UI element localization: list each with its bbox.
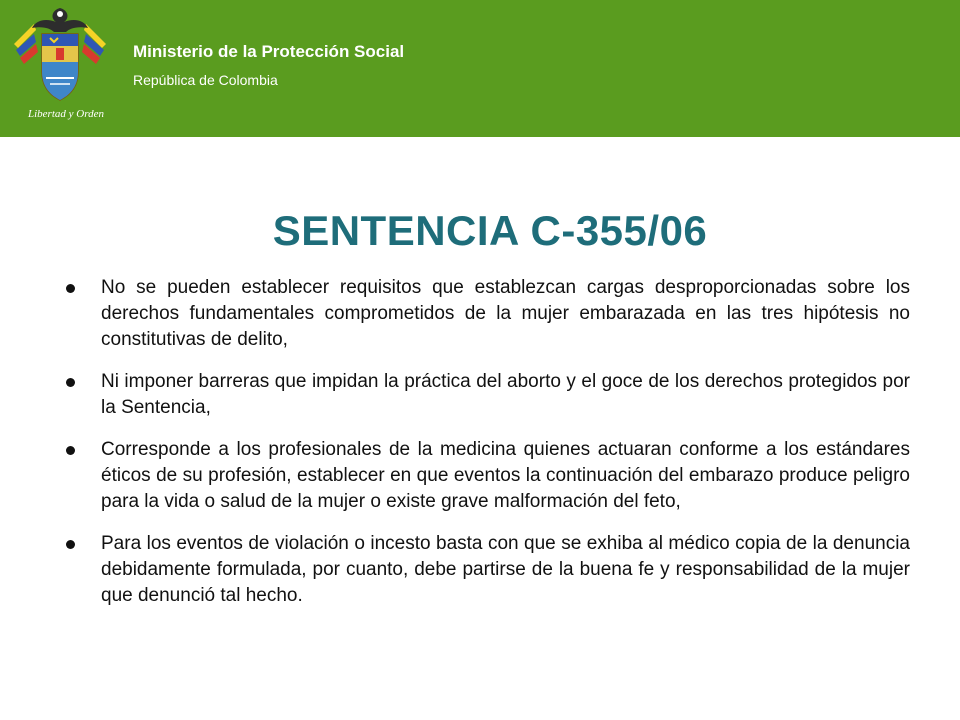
republic-name: República de Colombia	[133, 72, 278, 88]
bullet-icon	[66, 378, 75, 387]
crest-motto: Libertad y Orden	[28, 108, 104, 120]
bullet-item	[60, 531, 910, 609]
bullet-icon	[66, 284, 75, 293]
bullet-icon	[66, 540, 75, 549]
crest-graphic	[6, 4, 114, 108]
bullet-icon	[66, 446, 75, 455]
bullet-text: No se pueden establecer requisitos que establezcan cargas desproporcionadas sobre los derechos fundamentales comprometidos de la mujer embarazada en las tres hipótesis no constitutivas de delito,	[101, 277, 910, 350]
bullet-text: Para los eventos de violación o incesto basta con que se exhiba al médico copia de la denuncia debidamente formulada, por cuanto, debe partirse de la buena fe y responsabilidad de la mujer que denunció tal hecho.	[101, 533, 910, 606]
ministry-name: Ministerio de la Protección Social	[133, 42, 405, 61]
coat-of-arms-icon	[6, 4, 114, 132]
bullet-list	[60, 275, 910, 625]
bullet-item	[60, 369, 910, 421]
header-banner	[0, 0, 960, 137]
slide-title: SENTENCIA C-355/06	[272, 207, 708, 254]
bullet-text: Corresponde a los profesionales de la medicina quienes actuaran conforme a los estándares éticos de su profesión, establecer en que eventos la continuación del embarazo produce peligro para la vida o salud de la mujer o existe grave malformación del feto,	[101, 439, 910, 512]
bullet-text: Ni imponer barreras que impidan la práctica del aborto y el goce de los derechos protegidos por la Sentencia,	[101, 371, 910, 418]
bullet-item	[60, 437, 910, 515]
bullet-item	[60, 275, 910, 353]
